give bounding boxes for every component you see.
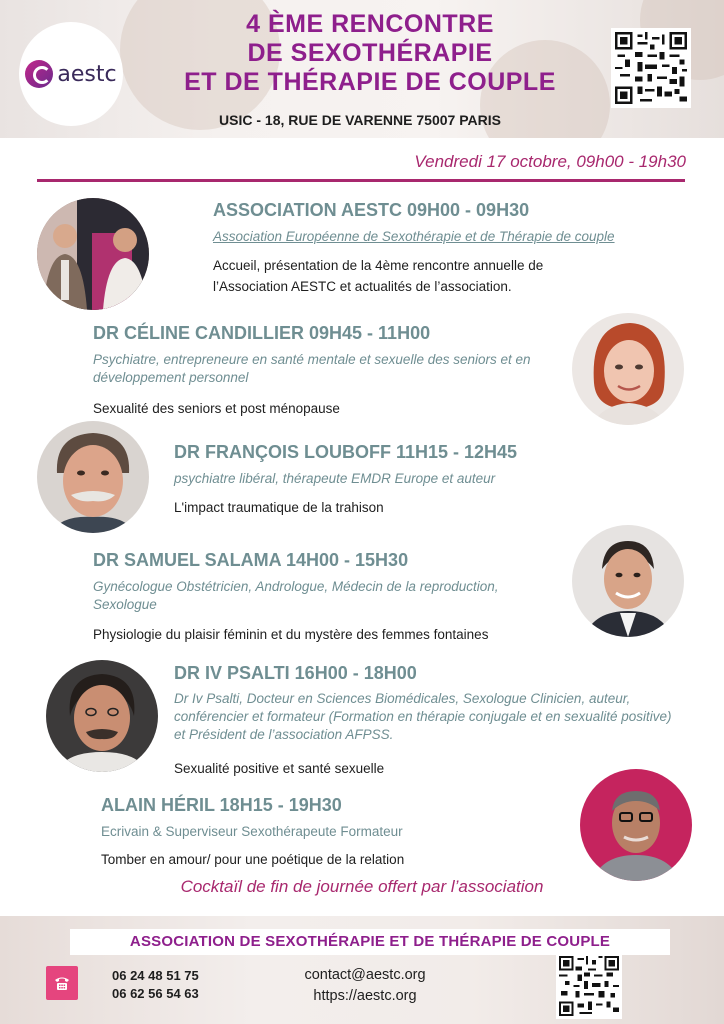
closing-note: Cocktaïl de fin de journée offert par l’association [180,877,544,896]
speaker-photo [37,421,149,533]
session-subtitle: psychiatre libéral, thérapeute EMDR Europe et auteur [174,471,496,486]
title-line-1: 4 ÈME RENCONTRE [246,10,494,38]
speaker-photo [46,660,158,772]
venue-address: USIC - 18, RUE DE VARENNE 75007 PARIS [219,112,501,128]
speaker-photo [572,313,684,425]
session-description: Physiologie du plaisir féminin et du mystère des femmes fontaines [93,627,489,642]
email-link[interactable]: contact@aestc.org [304,967,426,983]
phone-number-2[interactable]: 06 62 56 54 63 [112,986,199,1001]
qr-code-icon[interactable] [556,953,622,1019]
title-line-3: ET DE THÉRAPIE DE COUPLE [184,68,556,96]
contact-info [292,965,438,1007]
footer-banner: ASSOCIATION DE SEXOTHÉRAPIE ET DE THÉRAPIE DE COUPLE [70,929,670,955]
speaker-photo [572,525,684,637]
event-date: Vendredi 17 octobre, 09h00 - 19h30 [414,152,686,171]
session-title: ALAIN HÉRIL 18H15 - 19H30 [101,795,342,815]
website-link[interactable]: https://aestc.org [313,988,417,1004]
session-description: Sexualité positive et santé sexuelle [174,761,385,776]
session-subtitle: Psychiatre, entrepreneure en santé mentale et sexuelle des seniors et en développement personnel [93,352,531,385]
session-title: DR CÉLINE CANDILLIER 09H45 - 11H00 [93,323,431,343]
logo-text: aestc [57,61,117,87]
session-title: DR FRANÇOIS LOUBOFF 11H15 - 12H45 [174,442,518,462]
session-title: DR IV PSALTI 16H00 - 18H00 [174,663,417,683]
session-subtitle: Association Européenne de Sexothérapie et de Thérapie de couple [213,229,615,244]
session-title: DR SAMUEL SALAMA 14H00 - 15H30 [93,550,409,570]
phone-number-1[interactable]: 06 24 48 51 75 [112,968,199,983]
session-subtitle: Ecrivain & Superviseur Sexothérapeute Formateur [101,824,403,839]
speaker-photo [580,769,692,881]
session-description: Accueil, présentation de la 4ème rencontre annuelle de l’Association AESTC et actualités de l’association. [213,258,544,294]
session-description: Sexualité des seniors et post ménopause [93,401,340,416]
logo-icon [25,60,53,88]
session-description: Tomber en amour/ pour une poétique de la relation [101,852,405,867]
title-line-2: DE SEXOTHÉRAPIE [247,39,493,67]
association-photo [37,198,149,310]
session-description: L'impact traumatique de la trahison [174,500,384,515]
event-title [150,10,590,97]
session-subtitle: Dr Iv Psalti, Docteur en Sciences Biomédicales, Sexologue Clinicien, auteur, conférencier et formateur (Formation en thérapie conjugale et en sexualité positive) et Président de l’association AFPSS. [174,691,672,742]
aestc-logo [19,22,123,126]
qr-code-icon[interactable] [611,28,691,108]
phone-numbers [112,967,199,1003]
session-subtitle: Gynécologue Obstétricien, Andrologue, Médecin de la reproduction, Sexologue [93,579,499,612]
session-title: ASSOCIATION AESTC 09H00 - 09H30 [213,200,530,220]
divider [37,179,685,182]
phone-icon [46,966,78,1000]
